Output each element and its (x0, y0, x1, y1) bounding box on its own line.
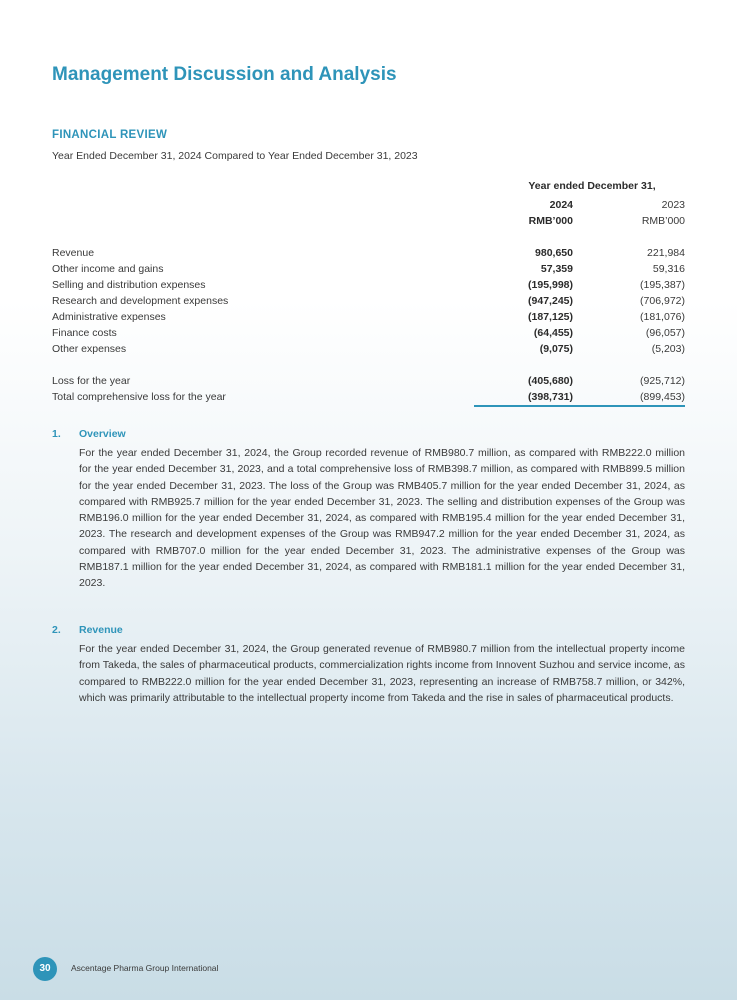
item-heading: Revenue (79, 624, 123, 636)
item-number: 1. (52, 428, 61, 440)
row-label: Selling and distribution expenses (52, 279, 206, 291)
value-2023: (706,972) (640, 295, 685, 307)
total-underline (474, 405, 685, 407)
row-label: Finance costs (52, 327, 117, 339)
item-heading: Overview (79, 428, 126, 440)
item-paragraph: For the year ended December 31, 2024, the Group recorded revenue of RMB980.7 million, as compared with RMB222.0 million for the year ended December 31, 2023, and a total comprehensive loss of RMB398.7 million, as compared with RMB899.5 million for the year ended December 31, 2023. The loss of the Group was RMB405.7 million for the year ended December 31, 2024, as compared with RMB925.7 million for the year ended December 31, 2023. The selling and distribution expenses of the Group was RMB196.0 million for the year ended December 31, 2024, as compared with RMB195.4 million for the year ended December 31, 2023. The research and development expenses of the Group was RMB947.2 million for the year ended December 31, 2024, as compared with RMB707.0 million for the year ended December 31, 2023. The administrative expenses of the Group was RMB187.1 million for the year ended December 31, 2024, as compared with RMB181.1 million for the year ended December 31, 2023. (79, 447, 685, 590)
table-row (52, 279, 685, 295)
period-header: Year ended December 31, (528, 180, 656, 192)
col-2023-unit: RMB’000 (641, 215, 685, 227)
table-row (52, 263, 685, 279)
row-label: Total comprehensive loss for the year (52, 391, 226, 403)
row-label: Revenue (52, 247, 95, 259)
value-2023: 221,984 (647, 247, 685, 259)
section-heading: FINANCIAL REVIEW (52, 129, 168, 141)
value-2024: (398,731) (528, 391, 573, 403)
col-2024-year: 2024 (549, 199, 573, 211)
col-2024-unit: RMB’000 (528, 215, 573, 227)
page-number: 30 (33, 957, 57, 981)
value-2023: 59,316 (652, 263, 685, 275)
total-row (52, 375, 685, 391)
value-2024: (9,075) (539, 343, 573, 355)
value-2023: (5,203) (651, 343, 685, 355)
section-subtitle: Year Ended December 31, 2024 Compared to Year Ended December 31, 2023 (52, 150, 418, 162)
value-2024: (195,998) (528, 279, 573, 291)
value-2023: (195,387) (640, 279, 685, 291)
value-2023: (899,453) (640, 391, 685, 403)
table-row (52, 327, 685, 343)
item-paragraph: For the year ended December 31, 2024, the Group generated revenue of RMB980.7 million from the intellectual property income from Takeda, the sales of pharmaceutical products, commercialization rights income from Innovent Suzhou and service income, as compared to RMB222.0 million for the year ended December 31, 2023, representing an increase of RMB758.7 million, or 342%, which was primarily attributable to the intellectual property income from Takeda and the rise in sales of pharmaceutical products. (79, 643, 685, 704)
value-2024: (64,455) (533, 327, 573, 339)
item-number: 2. (52, 624, 61, 636)
value-2024: 980,650 (535, 247, 573, 259)
value-2023: (96,057) (645, 327, 685, 339)
row-label: Other income and gains (52, 263, 164, 275)
value-2024: (187,125) (528, 311, 573, 323)
value-2024: (947,245) (528, 295, 573, 307)
row-label: Administrative expenses (52, 311, 166, 323)
value-2023: (925,712) (640, 375, 685, 387)
row-label: Research and development expenses (52, 295, 229, 307)
table-row (52, 247, 685, 263)
table-row (52, 343, 685, 359)
row-label: Other expenses (52, 343, 127, 355)
table-row (52, 295, 685, 311)
value-2023: (181,076) (640, 311, 685, 323)
value-2024: 57,359 (540, 263, 573, 275)
row-label: Loss for the year (52, 375, 131, 387)
col-2023-year: 2023 (661, 199, 685, 211)
value-2024: (405,680) (528, 375, 573, 387)
table-row (52, 311, 685, 327)
company-name: Ascentage Pharma Group International (71, 963, 219, 973)
page-title: Management Discussion and Analysis (52, 64, 397, 85)
